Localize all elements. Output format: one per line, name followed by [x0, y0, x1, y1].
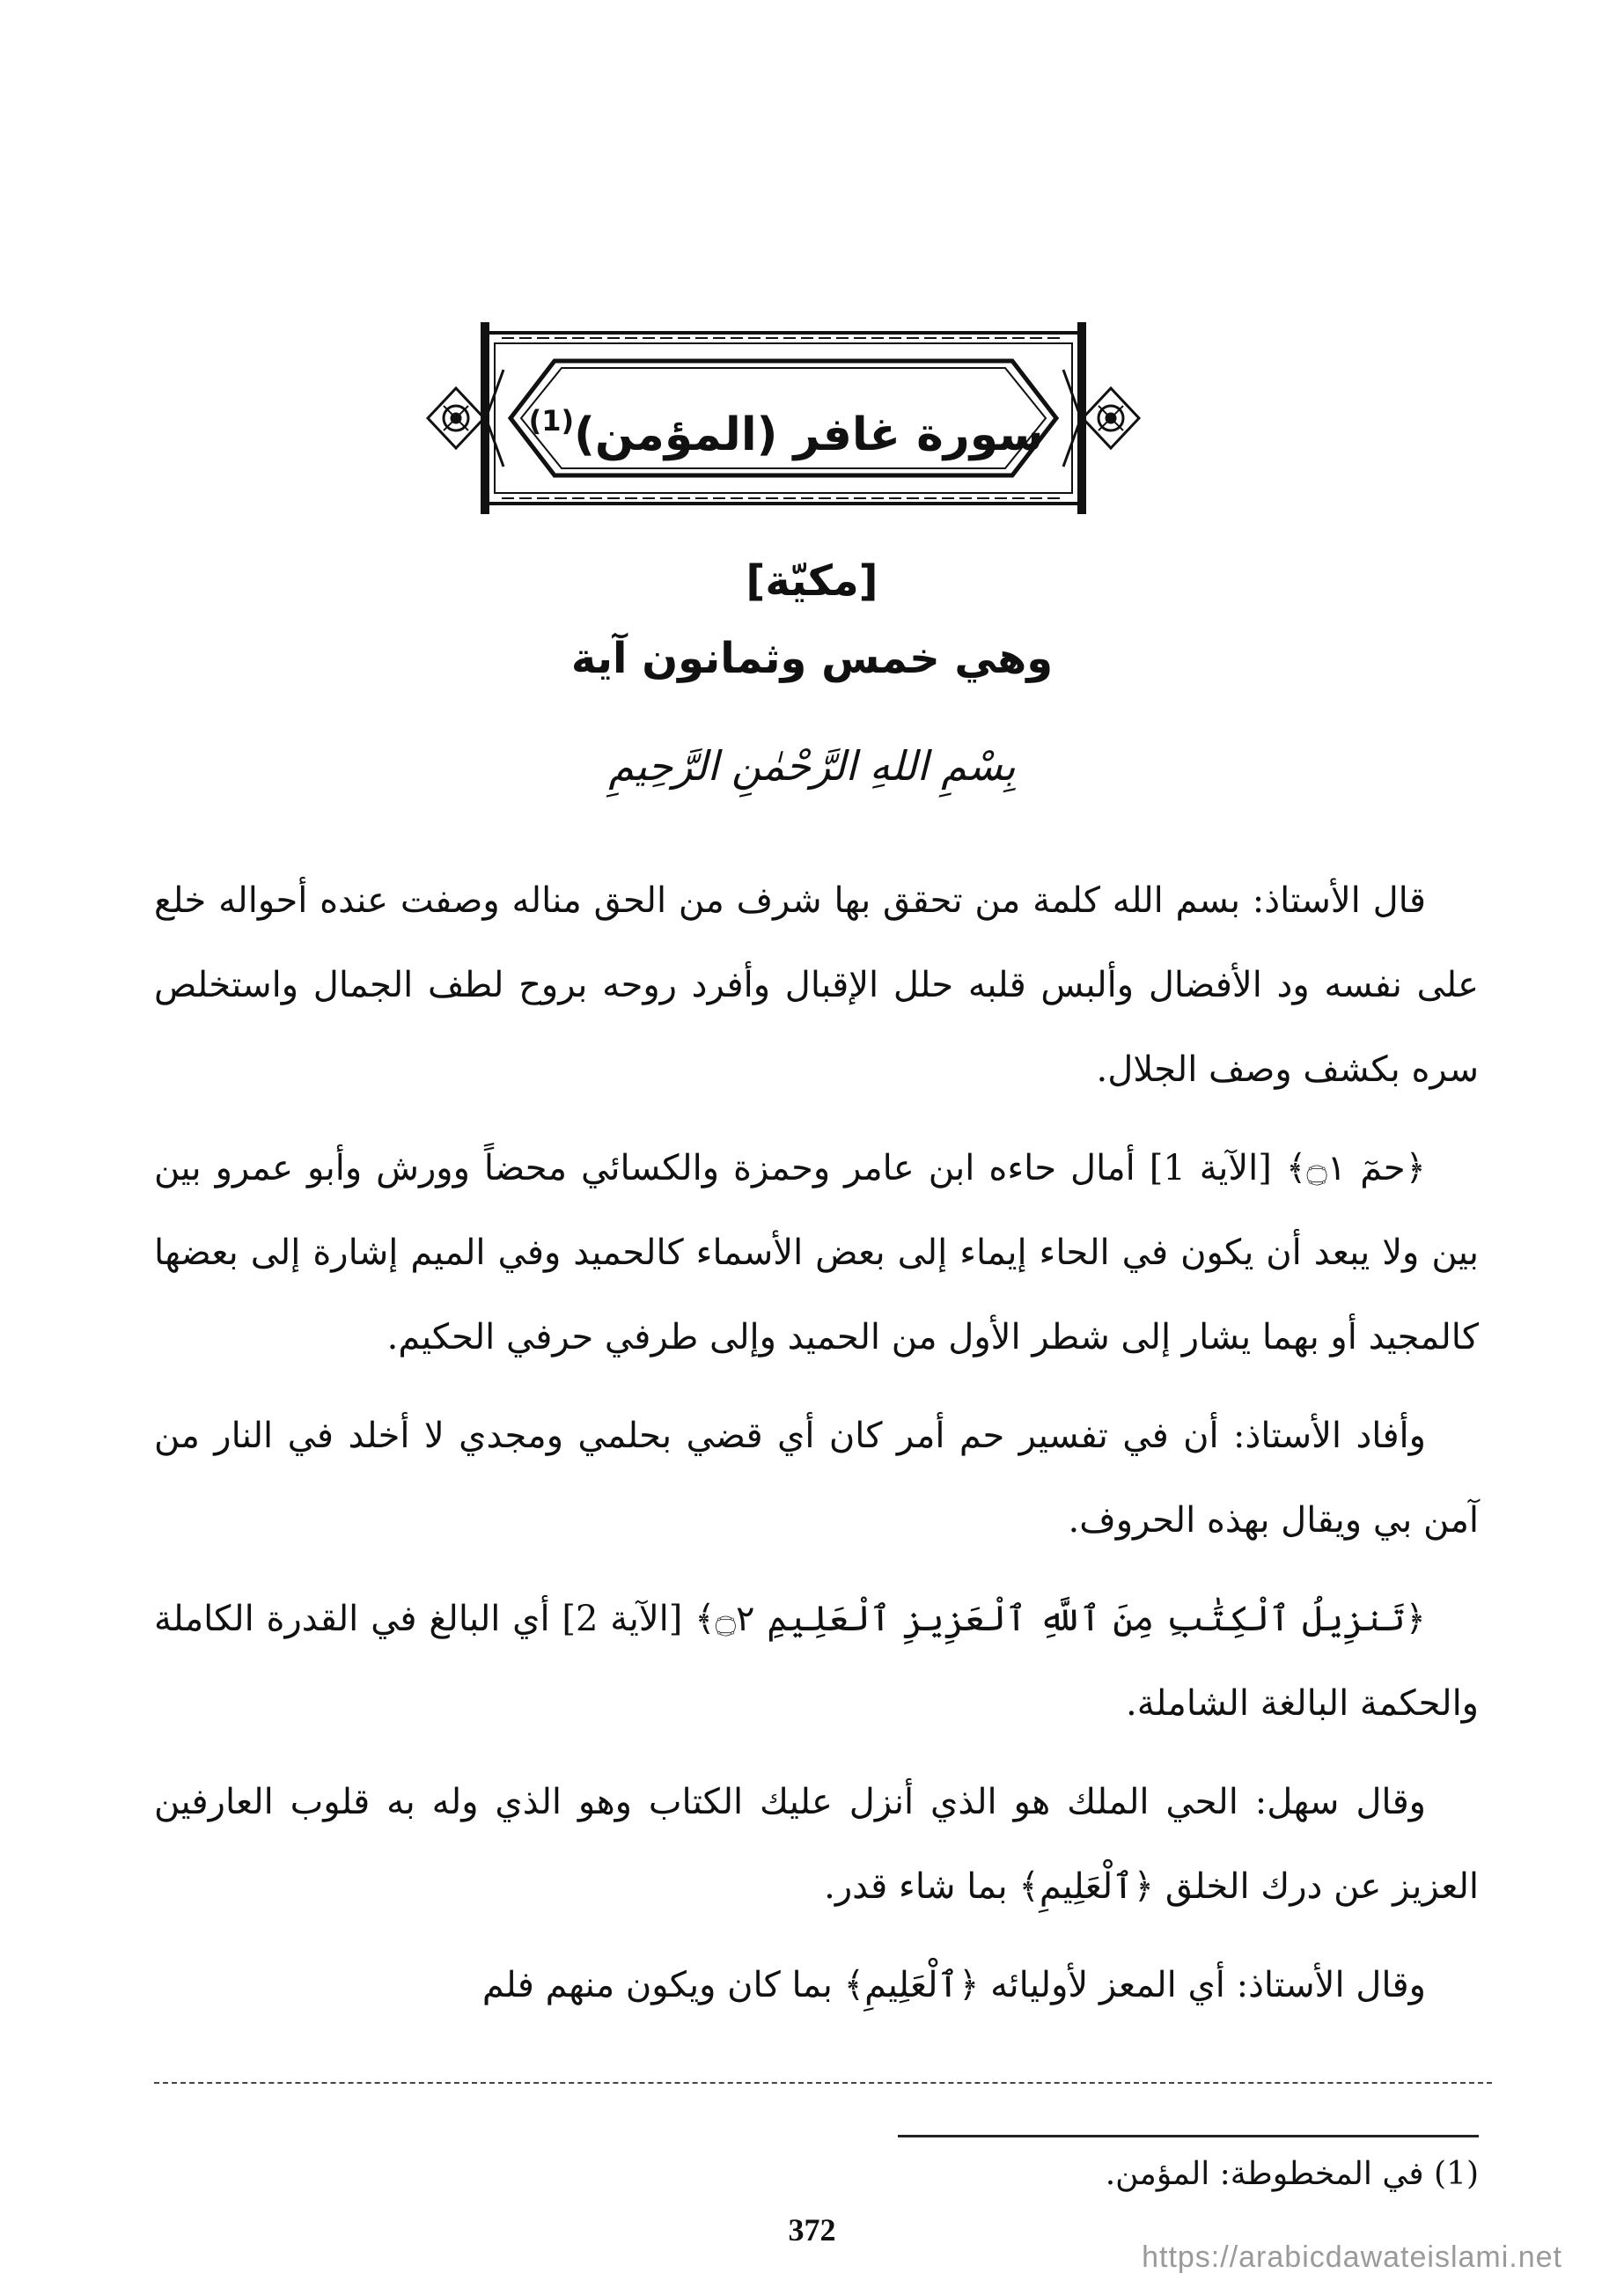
page-divider: [154, 2082, 1492, 2084]
paragraph: قال الأستاذ: بسم الله كلمة من تحقق بها شرف من الحق مناله وصفت عنده أحواله خلع على نفسه ود الأفضال وألبس قلبه حلل الإقبال وأفرد روحه بروح لطف الجمال واستخلص سره بكشف وصف الجلال.: [154, 880, 1479, 1090]
paragraph: وقال سهل: الحي الملك هو الذي أنزل عليك الكتاب وهو الذي وله به قلوب العارفين العزيز عن درك الخلق ﴿ٱلْعَلِيمِ﴾ بما شاء قدر.: [154, 1782, 1479, 1907]
paragraph: ﴿حمٓ ۝١﴾ [الآية 1] أمال حاءه ابن عامر وحمزة والكسائي محضاً وورش وأبو عمرو بين بين ولا يبعد أن يكون في الحاء إيماء إلى بعض الأسماء كالحميد وفي الميم إشارة إلى بعضها كالمجيد أو بهما يشار إلى شطر الأول من الحميد وإلى طرفي حرفي الحكيم.: [154, 1148, 1479, 1357]
footnote: (1) في المخطوطة: المؤمن.: [1105, 2156, 1479, 2192]
basmala: بِسْمِ اللهِ الرَّحْمٰنِ الرَّحِيمِ: [608, 742, 1016, 790]
footnote-marker: (1): [528, 404, 575, 438]
surah-title-text: سورة غافر (المؤمن): [574, 408, 1044, 461]
paragraph: ﴿تَنزِيلُ ٱلْكِتَٰبِ مِنَ ٱللَّهِ ٱلْعَزِيزِ ٱلْعَلِيمِ ۝٢﴾ [الآية 2] أي البالغ في القدرة الكاملة والحكمة البالغة الشاملة.: [154, 1599, 1479, 1724]
body-text: [154, 858, 1479, 2042]
surah-title-frame: [423, 317, 1144, 519]
page-number: 372: [788, 2212, 836, 2248]
footnote-divider: [898, 2135, 1479, 2137]
watermark: https://arabicdawateislami.net: [1142, 2240, 1562, 2274]
makkiyya-label: [مكيّة]: [746, 556, 878, 606]
paragraph: وأفاد الأستاذ: أن في تفسير حم أمر كان أي قضي بحلمي ومجدي لا أخلد في النار من آمن بي ويقال بهذه الحروف.: [154, 1416, 1479, 1541]
surah-title: [423, 394, 1144, 461]
ayah-count-label: وهي خمس وثمانون آية: [570, 634, 1054, 683]
paragraph: وقال الأستاذ: أي المعز لأوليائه ﴿ٱلْعَلِيمِ﴾ بما كان ويكون منهم فلم: [481, 1965, 1426, 2005]
